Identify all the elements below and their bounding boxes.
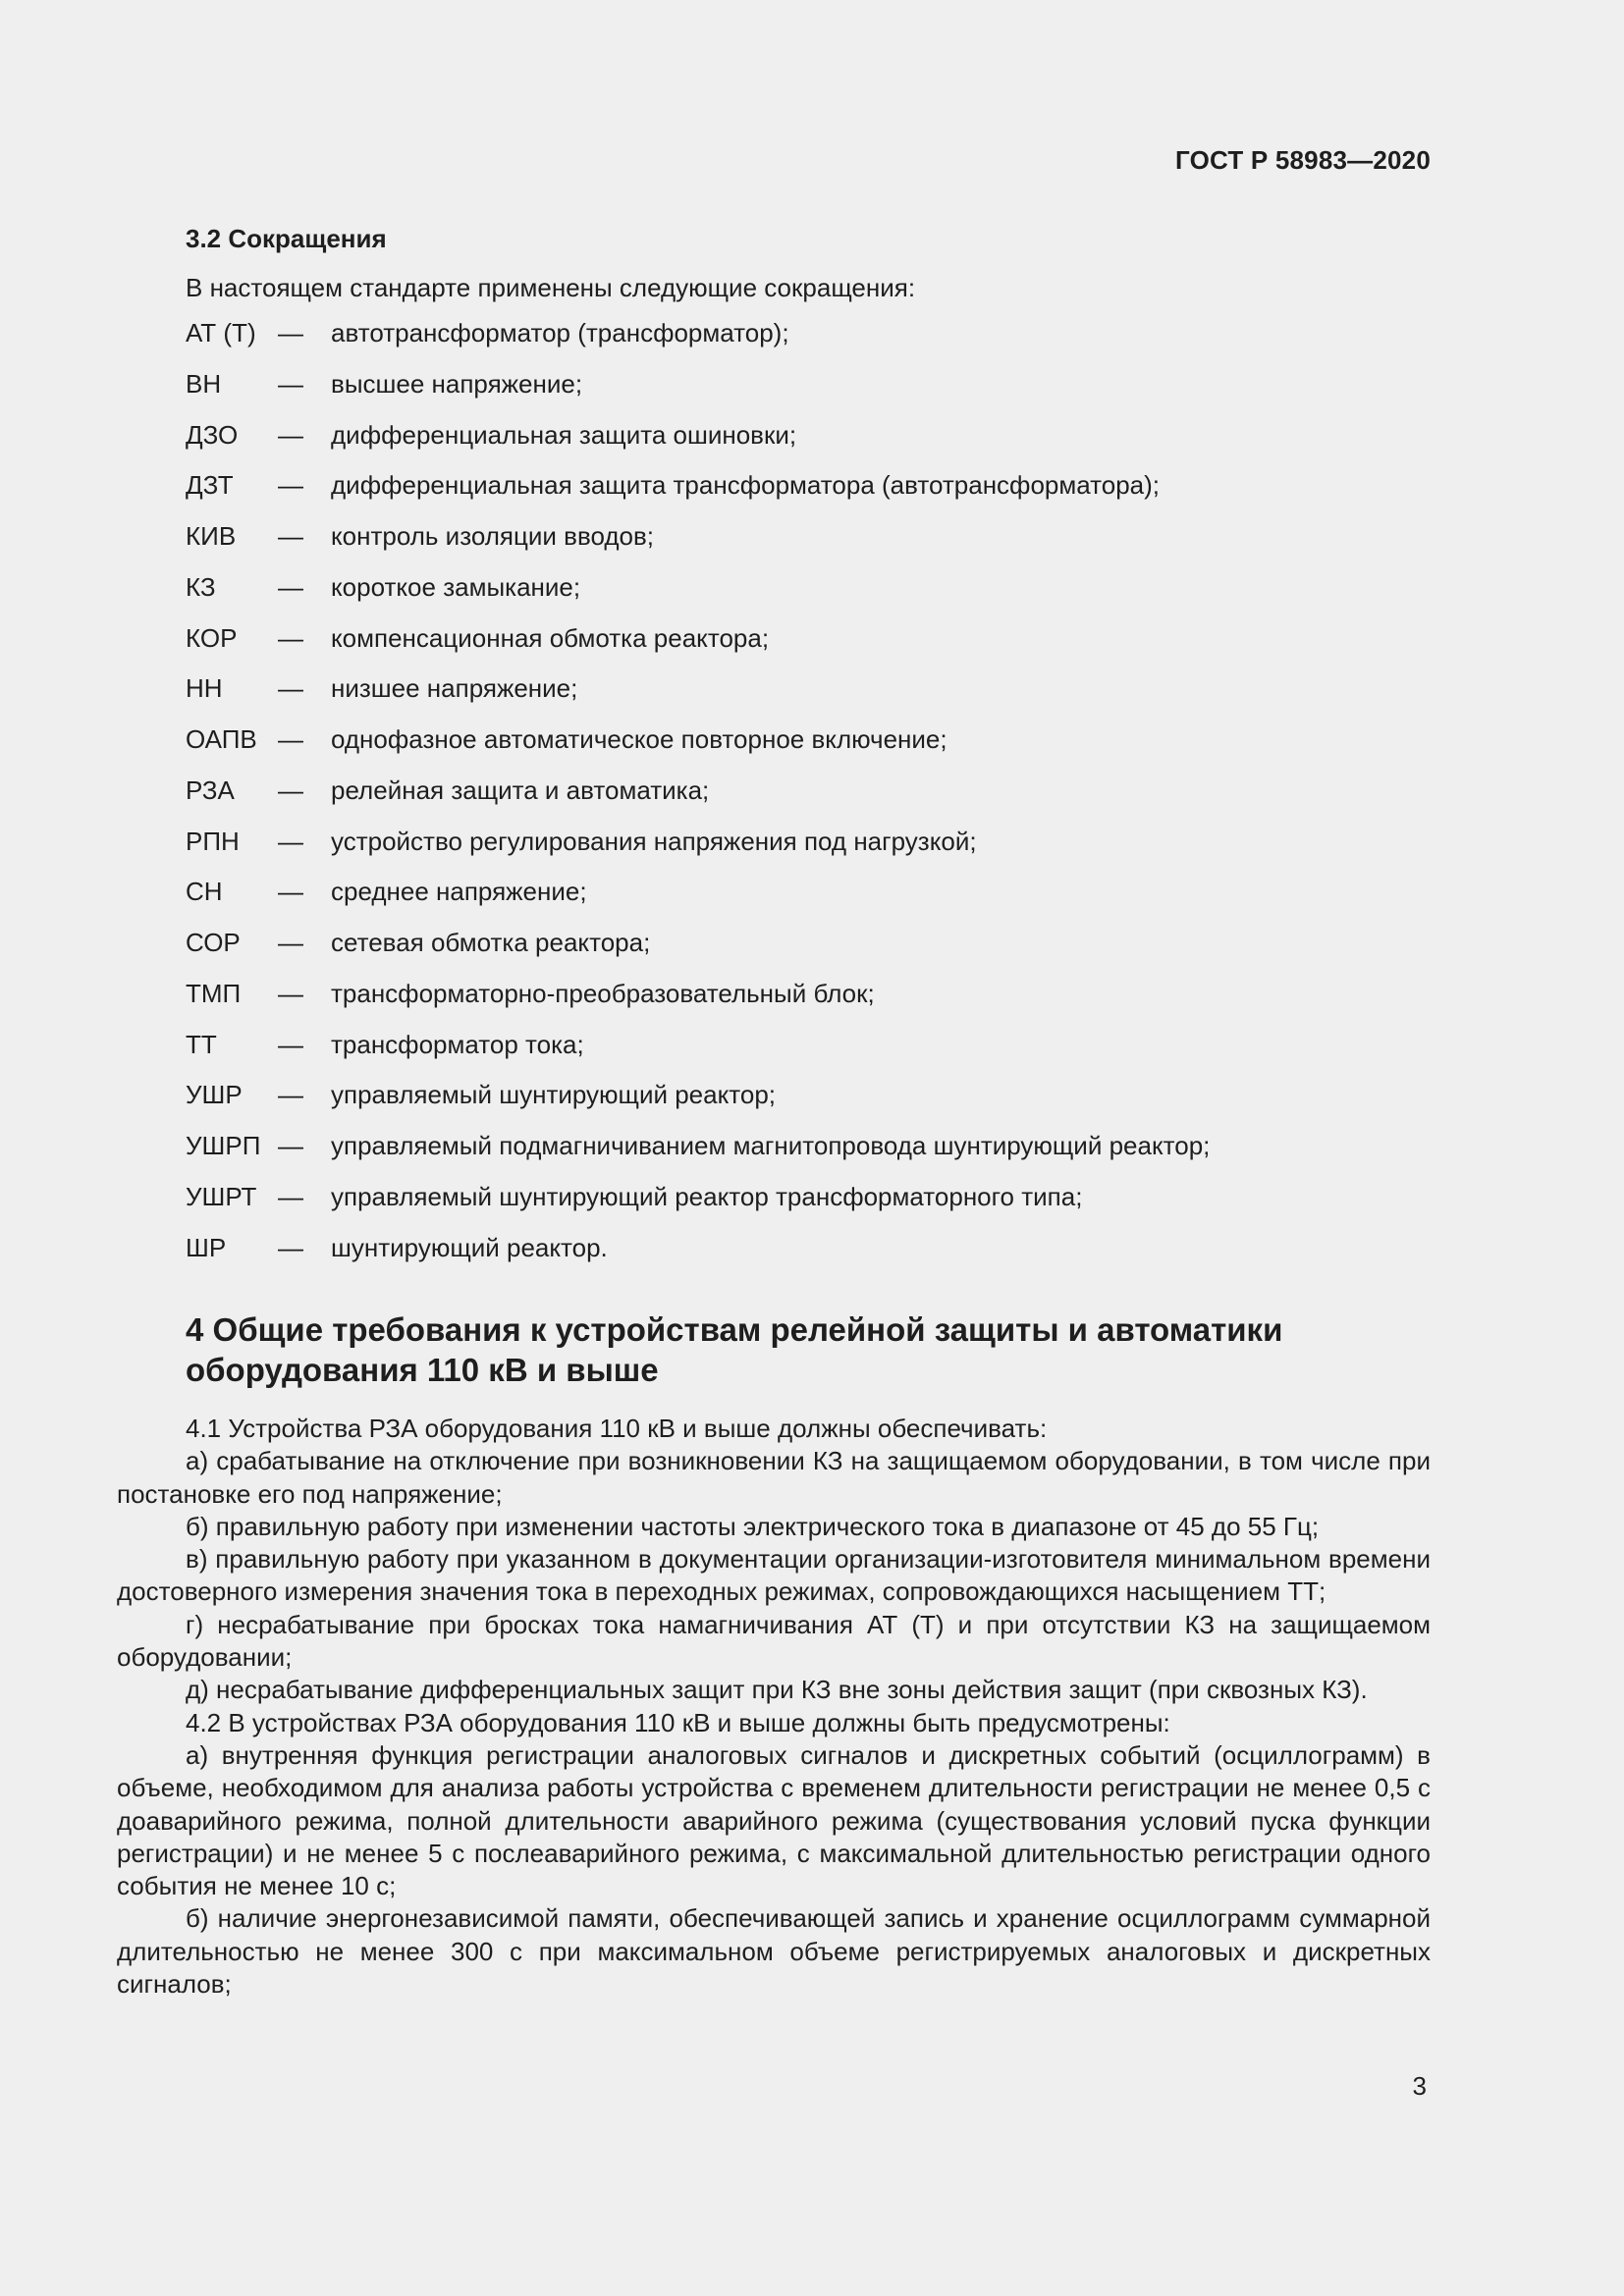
- abbreviation-dash: —: [278, 1232, 303, 1262]
- body-paragraph: а) внутренняя функция регистрации аналоговых сигналов и дискретных событий (осциллограмм) в объеме, необходимом для анализа работы устройства с временем длительности регистрации не менее 0,5 с доаварийного режима, полной длительности аварийного режима (существования условий пуска функции регистрации) и не менее 5 с послеаварийного режима, с максимальной длительностью регистрации одного события не менее 10 с;: [117, 1739, 1431, 1901]
- abbreviation-dash: —: [278, 673, 303, 704]
- abbreviation-term: УШРТ: [186, 1181, 257, 1211]
- abbreviation-dash: —: [278, 1080, 303, 1110]
- abbreviation-dash: —: [278, 724, 303, 754]
- abbreviation-dash: —: [278, 419, 303, 450]
- abbreviation-term: ТТ: [186, 1029, 217, 1059]
- abbreviation-definition: релейная защита и автоматика;: [331, 774, 710, 805]
- abbreviation-term: РЗА: [186, 774, 235, 805]
- abbreviation-dash: —: [278, 1181, 303, 1211]
- abbreviation-row: [186, 1233, 1462, 1284]
- abbreviation-dash: —: [278, 826, 303, 856]
- abbreviation-list: [186, 318, 1462, 1283]
- abbreviation-dash: —: [278, 521, 303, 551]
- abbreviation-definition: управляемый шунтирующий реактор;: [331, 1080, 777, 1110]
- abbreviation-row: [186, 623, 1462, 674]
- abbreviation-term: ШР: [186, 1232, 227, 1262]
- body-paragraph: в) правильную работу при указанном в документации организации-изготовителя минимальном времени достоверного измерения значения тока в переходных режимах, сопровождающихся насыщением ТТ;: [117, 1544, 1431, 1607]
- abbreviation-definition: дифференциальная защита трансформатора (автотрансформатора);: [331, 470, 1161, 501]
- abbreviation-row: [186, 979, 1462, 1030]
- abbreviation-dash: —: [278, 571, 303, 602]
- section-4-body: [117, 1413, 1431, 2001]
- abbreviation-definition: трансформаторно-преобразовательный блок;: [331, 978, 875, 1008]
- abbreviation-dash: —: [278, 1029, 303, 1059]
- abbreviation-term: ТМП: [186, 978, 242, 1008]
- abbreviation-definition: короткое замыкание;: [331, 571, 581, 602]
- section-intro: В настоящем стандарте применены следующие сокращения:: [186, 273, 916, 302]
- body-paragraph: б) наличие энергонезависимой памяти, обеспечивающей запись и хранение осциллограмм суммарной длительностью не менее 300 с при максимальном объеме регистрируемых аналоговых и дискретных сигналов;: [117, 1903, 1431, 2000]
- abbreviation-row: [186, 369, 1462, 420]
- abbreviation-dash: —: [278, 368, 303, 399]
- abbreviation-term: УШР: [186, 1080, 243, 1110]
- abbreviation-dash: —: [278, 978, 303, 1008]
- abbreviation-definition: низшее напряжение;: [331, 673, 578, 704]
- abbreviation-term: ОАПВ: [186, 724, 257, 754]
- abbreviation-dash: —: [278, 318, 303, 347]
- section-title-3-2: 3.2 Сокращения: [186, 224, 387, 253]
- abbreviation-term: КИВ: [186, 521, 237, 551]
- abbreviation-dash: —: [278, 1131, 303, 1160]
- abbreviation-row: [186, 420, 1462, 471]
- page-number: 3: [1412, 2071, 1427, 2101]
- abbreviation-row: [186, 318, 1462, 369]
- abbreviation-row: [186, 470, 1462, 521]
- abbreviation-definition: шунтирующий реактор.: [331, 1232, 608, 1262]
- abbreviation-definition: трансформатор тока;: [331, 1029, 584, 1059]
- abbreviation-row: [186, 1030, 1462, 1081]
- body-paragraph: б) правильную работу при изменении частоты электрического тока в диапазоне от 45 до 55 Гц;: [186, 1511, 1320, 1541]
- abbreviation-row: [186, 521, 1462, 572]
- abbreviation-row: [186, 877, 1462, 928]
- abbreviation-row: [186, 827, 1462, 878]
- abbreviation-row: [186, 1182, 1462, 1233]
- abbreviation-term: АТ (Т): [186, 318, 256, 347]
- document-code: ГОСТ Р 58983—2020: [1175, 145, 1431, 175]
- abbreviation-definition: однофазное автоматическое повторное включение;: [331, 724, 947, 754]
- abbreviation-term: ВН: [186, 368, 222, 399]
- body-paragraph: а) срабатывание на отключение при возникновении КЗ на защищаемом оборудовании, в том числе при постановке его под напряжение;: [117, 1446, 1431, 1509]
- abbreviation-term: РПН: [186, 826, 240, 856]
- abbreviation-row: [186, 928, 1462, 979]
- body-paragraph: 4.2 В устройствах РЗА оборудования 110 кВ и выше должны быть предусмотрены:: [186, 1707, 1170, 1737]
- abbreviation-definition: автотрансформатор (трансформатор);: [331, 318, 789, 347]
- abbreviation-term: НН: [186, 673, 223, 704]
- abbreviation-term: ДЗТ: [186, 470, 234, 501]
- abbreviation-dash: —: [278, 877, 303, 907]
- body-paragraph: д) несрабатывание дифференциальных защит при КЗ вне зоны действия защит (при сквозных КЗ).: [186, 1675, 1368, 1705]
- abbreviation-definition: дифференциальная защита ошиновки;: [331, 419, 797, 450]
- abbreviation-definition: высшее напряжение;: [331, 368, 583, 399]
- abbreviation-row: [186, 1131, 1462, 1182]
- abbreviation-term: УШРП: [186, 1131, 261, 1160]
- section-heading-4: 4 Общие требования к устройствам релейной защиты и автоматики оборудования 110 кВ и выше: [186, 1311, 1283, 1388]
- abbreviation-row: [186, 673, 1462, 724]
- abbreviation-term: КЗ: [186, 571, 216, 602]
- abbreviation-definition: контроль изоляции вводов;: [331, 521, 655, 551]
- abbreviation-term: КОР: [186, 622, 238, 653]
- abbreviation-definition: компенсационная обмотка реактора;: [331, 622, 770, 653]
- abbreviation-dash: —: [278, 774, 303, 805]
- abbreviation-definition: управляемый подмагничиванием магнитопровода шунтирующий реактор;: [331, 1131, 1211, 1160]
- abbreviation-dash: —: [278, 928, 303, 957]
- abbreviation-row: [186, 724, 1462, 775]
- abbreviation-dash: —: [278, 622, 303, 653]
- abbreviation-term: ДЗО: [186, 419, 239, 450]
- abbreviation-dash: —: [278, 470, 303, 501]
- body-paragraph: г) несрабатывание при бросках тока намагничивания АТ (Т) и при отсутствии КЗ на защищаемом оборудовании;: [117, 1609, 1431, 1673]
- body-paragraph: 4.1 Устройства РЗА оборудования 110 кВ и выше должны обеспечивать:: [186, 1414, 1048, 1443]
- abbreviation-definition: среднее напряжение;: [331, 877, 587, 907]
- abbreviation-definition: сетевая обмотка реактора;: [331, 928, 651, 957]
- abbreviation-term: СН: [186, 877, 223, 907]
- abbreviation-definition: управляемый шунтирующий реактор трансформаторного типа;: [331, 1181, 1083, 1211]
- abbreviation-row: [186, 1080, 1462, 1131]
- abbreviation-row: [186, 572, 1462, 623]
- abbreviation-term: СОР: [186, 928, 241, 957]
- abbreviation-row: [186, 775, 1462, 827]
- abbreviation-definition: устройство регулирования напряжения под нагрузкой;: [331, 826, 977, 856]
